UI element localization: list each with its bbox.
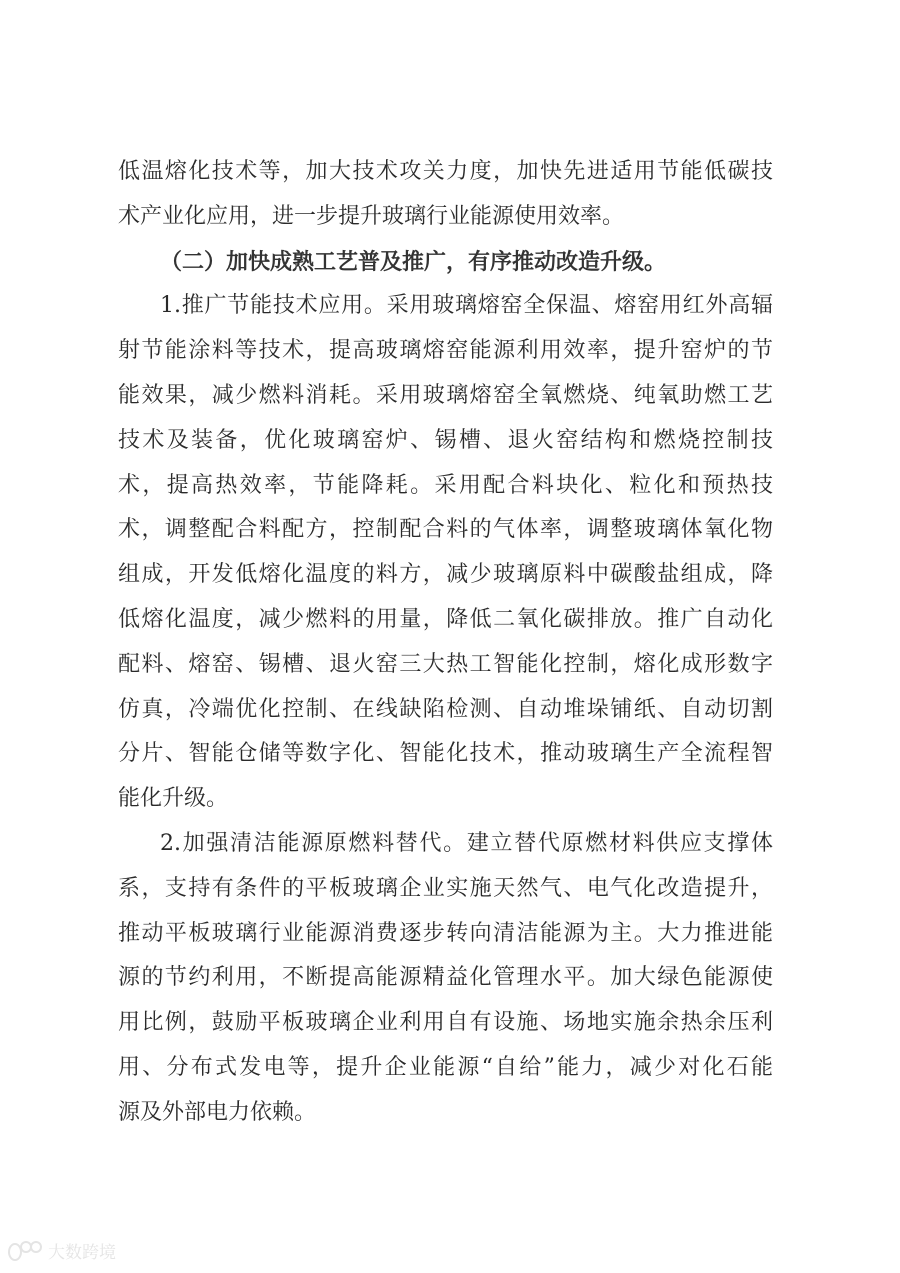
text-line: 能化升级。 [118,786,229,812]
text-line: 术产业化应用，进一步提升玻璃行业能源使用效率。 [118,203,625,229]
text-line: 配料、熔窑、锡槽、退火窑三大热工智能化控制，熔化成形数字 [118,651,773,677]
text-line: 仿真，冷端优化控制、在线缺陷检测、自动堆垛铺纸、自动切割 [118,696,773,722]
section-heading: （二）加快成熟工艺普及推广，有序推动改造升级。 [160,248,667,275]
text-line: 推动平板玻璃行业能源消费逐步转向清洁能源为主。大力推进能 [118,920,773,946]
text-line: 源及外部电力依赖。 [118,1099,317,1125]
text-line: 低熔化温度，减少燃料的用量，降低二氧化碳排放。推广自动化 [118,607,773,632]
watermark-text: 大数跨境 [48,1243,116,1263]
watermark [8,1238,116,1263]
text-line: 用、分布式发电等，提升企业能源“自给”能力，减少对化石能 [118,1055,773,1080]
text-line: 2.加强清洁能源原燃料替代。建立替代原燃材料供应支撑体 [160,831,773,856]
text-line: 术，提高热效率，节能降耗。采用配合料块化、粒化和预热技 [118,472,773,498]
text-line: 术，调整配合料配方，控制配合料的气体率，调整玻璃体氧化物 [118,517,773,543]
text-line: 源的节约利用，不断提高能源精益化管理水平。加大绿色能源使 [118,965,773,991]
text-line: 分片、智能仓储等数字化、智能化技术，推动玻璃生产全流程智 [118,741,773,767]
text-line: 技术及装备，优化玻璃窑炉、锡槽、退火窑结构和燃烧控制技 [118,427,773,453]
watermark-logo-icon [8,1241,42,1261]
text-line: 系，支持有条件的平板玻璃企业实施天然气、电气化改造提升， [118,875,773,901]
text-line: 能效果，减少燃料消耗。采用玻璃熔窑全氧燃烧、纯氧助燃工艺 [118,383,773,408]
text-line: 1.推广节能技术应用。采用玻璃熔窑全保温、熔窑用红外高辐 [160,293,773,319]
text-line: 射节能涂料等技术，提高玻璃熔窑能源利用效率，提升窑炉的节 [118,338,773,364]
text-line: 组成，开发低熔化温度的料方，减少玻璃原料中碳酸盐组成，降 [118,562,773,588]
text-line: 低温熔化技术等，加大技术攻关力度，加快先进适用节能低碳技 [118,159,773,184]
text-line: 用比例，鼓励平板玻璃企业利用自有设施、场地实施余热余压利 [118,1010,773,1036]
